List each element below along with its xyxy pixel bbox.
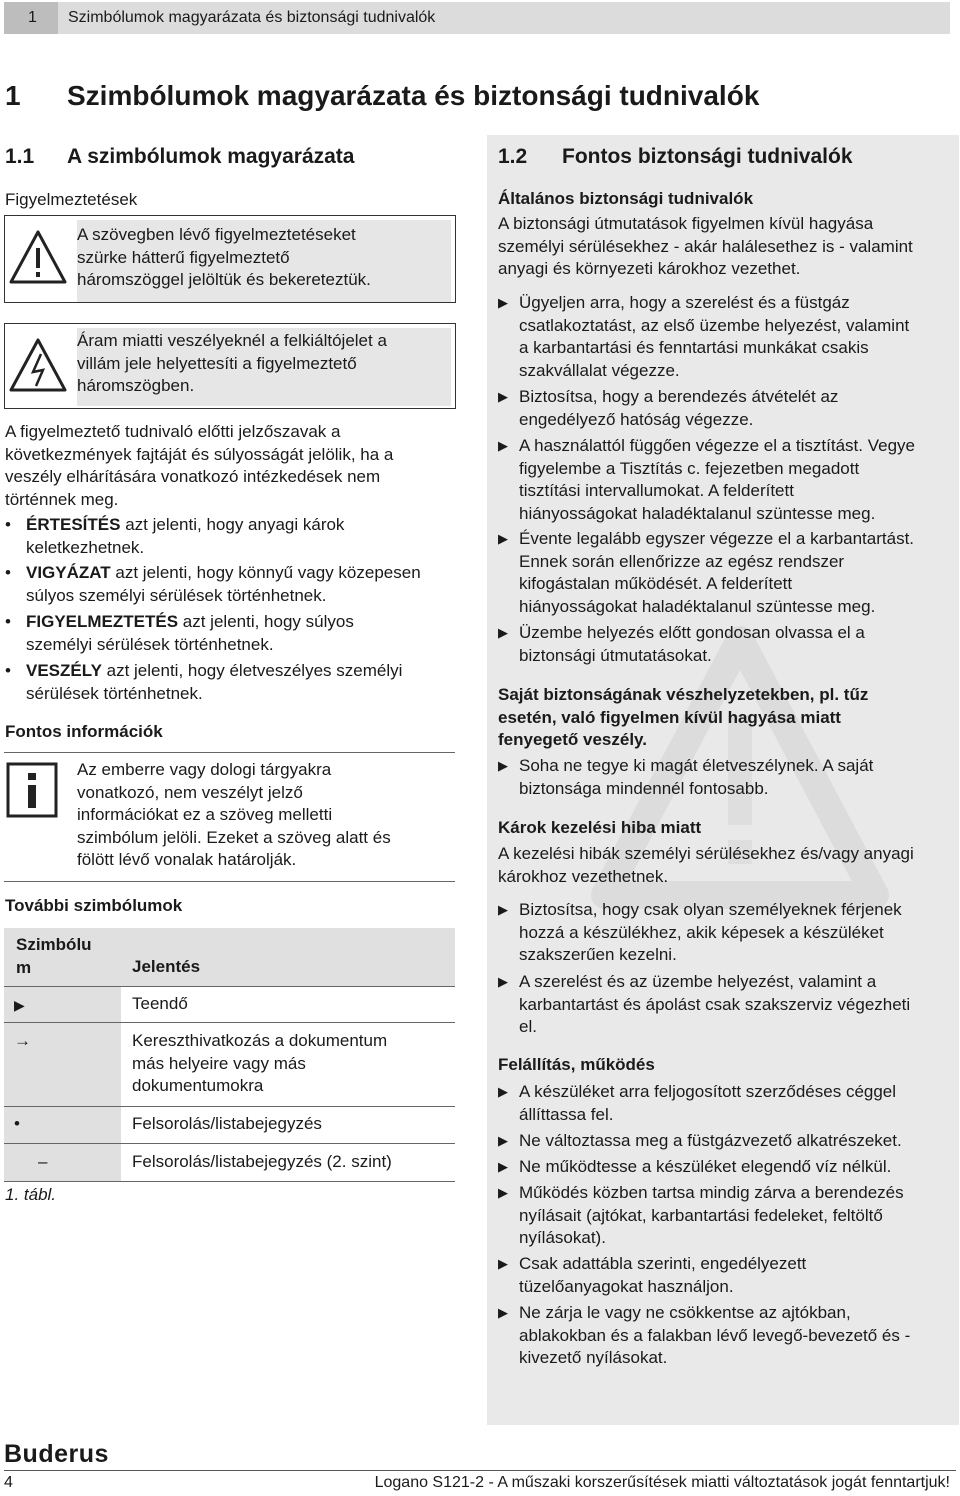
right-section-number: 1.2 [498, 145, 528, 168]
right-section-title: Fontos biztonsági tudnivalók [562, 145, 853, 168]
list-item: ▶ Biztosítsa, hogy a berendezés átvételét az engedélyező hatóság végezze. [498, 387, 839, 429]
page-number: 4 [4, 1474, 13, 1491]
setup-heading: Felállítás, működés [498, 1055, 655, 1074]
list-item: ▶ A szerelést és az üzembe helyezést, valamint a karbantartást és ápolást csak szakszerviz végezheti el. [498, 972, 911, 1036]
action-icon: ▶ [498, 438, 508, 453]
damage-heading: Károk kezelési hiba miatt [498, 818, 702, 837]
list-item: ▶ Ne zárja le vagy ne csökkentse az ajtókban, ablakokban és a falakban lévő levegő-bevezető és - kivezető nyílásokat. [498, 1303, 911, 1367]
list-item: ▶ Működés közben tartsa mindig zárva a berendezés nyílásait (ajtókat, karbantartási fedeleket, feltöltő nyílásokat). [498, 1183, 904, 1247]
section-number: 1.1 [5, 145, 35, 168]
list-item: • VIGYÁZAT azt jelenti, hogy könnyű vagy közepesen súlyos személyi sérülések történhetnek. [5, 563, 421, 605]
action-icon: ▶ [498, 531, 508, 546]
info-icon [6, 762, 58, 818]
footer-text: Logano S121-2 - A műszaki korszerűsítések miatti változtatások jogát fenntartjuk! [374, 1474, 950, 1491]
signal-words-paragraph: A figyelmeztető tudnivaló előtti jelzőszavak a következmények fajtáját és súlyosságát jelölik, ha a veszély elhárítására vonatkozó intézkedések nem történnek meg. [5, 422, 394, 509]
more-symbols-heading: További szimbólumok [5, 896, 183, 915]
info-top-rule [4, 752, 455, 753]
dash-icon: – [38, 1152, 48, 1171]
list-item: ▶ A készüléket arra feljogosított szerződéses céggel állíttassa fel. [498, 1082, 897, 1124]
action-icon: ▶ [498, 902, 508, 917]
list-item: ▶ Ne működtesse a készüléket elegendő víz nélkül. [498, 1156, 948, 1179]
warning-triangle-icon [5, 216, 71, 302]
footer-rule [4, 1470, 956, 1471]
info-text: Az emberre vagy dologi tárgyakra vonatkozó, nem veszélyt jelző információkat ez a szöveg melletti szimbólum jelöli. Ezeket a szöveg alatt és fölött lévő vonalak határolják. [77, 760, 391, 869]
list-item: ▶ Csak adattábla szerinti, engedélyezett tüzelőanyagokat használjon. [498, 1254, 807, 1296]
chapter-title: Szimbólumok magyarázata és biztonsági tudnivalók [67, 80, 760, 111]
bullet-icon: • [14, 1114, 20, 1133]
action-icon: ▶ [498, 625, 508, 640]
action-icon: ▶ [14, 997, 25, 1013]
emergency-heading: Saját biztonságának vészhelyzetekben, pl. tűz esetén, való figyelmen kívül hagyása miatt fenyegető veszély. [498, 685, 869, 749]
action-icon: ▶ [498, 295, 508, 310]
list-item: • ÉRTESÍTÉS azt jelenti, hogy anyagi károk keletkezhetnek. [5, 515, 345, 557]
general-heading: Általános biztonsági tudnivalók [498, 189, 754, 208]
list-item: ▶ Üzembe helyezés előtt gondosan olvassa el a biztonsági útmutatásokat. [498, 623, 865, 665]
action-icon: ▶ [498, 1185, 508, 1200]
section-title: A szimbólumok magyarázata [67, 145, 355, 168]
chapter-number: 1 [5, 80, 21, 111]
table-cell: Felsorolás/listabejegyzés [132, 1114, 322, 1133]
warnings-heading: Figyelmeztetések [5, 190, 138, 209]
list-item: ▶ Évente legalább egyszer végezze el a karbantartást. Ennek során ellenőrizze az egész rendszer kifogástalan működését. A felderített hiányosságokat haladéktalanul szüntesse meg. [498, 529, 915, 616]
table-rule [4, 1022, 455, 1023]
warning-box-general: A szövegben lévő figyelmeztetéseket szürke hátterű figyelmeztető háromszöggel jelöltük és bekereteztük. [4, 215, 456, 303]
header-chapter-title: Szimbólumok magyarázata és biztonsági tudnivalók [68, 9, 436, 26]
warning-box-electric: Áram miatti veszélyeknél a felkiáltójelet a villám jele helyettesíti a figyelmeztető háromszögben. [4, 323, 456, 409]
table-cell: Kereszthivatkozás a dokumentum más helyeire vagy más dokumentumokra [132, 1031, 388, 1095]
table-header-meaning: Jelentés [132, 957, 201, 976]
list-item: ▶ Soha ne tegye ki magát életveszélynek. A saját biztonsága mindennél fontosabb. [498, 756, 874, 798]
action-icon: ▶ [498, 1256, 508, 1271]
table-cell: Teendő [132, 994, 188, 1013]
damage-text: A kezelési hibák személyi sérülésekhez és/vagy anyagi károkhoz vezethetnek. [498, 844, 914, 886]
brand-logo: Buderus [4, 1440, 109, 1468]
action-icon: ▶ [498, 389, 508, 404]
table-header-symbol: Szimbólu m [16, 935, 92, 977]
table-rule [4, 1143, 455, 1144]
action-icon: ▶ [498, 1159, 508, 1174]
action-icon: ▶ [498, 1084, 508, 1099]
list-item: ▶ Biztosítsa, hogy csak olyan személyeknek férjenek hozzá a készülékhez, akik képesek a készüléket szakszerűen kezelni. [498, 900, 902, 964]
header-chapter-number: 1 [4, 2, 58, 34]
list-item: • VESZÉLY azt jelenti, hogy életveszélyes személyi sérülések történhetnek. [5, 661, 403, 703]
list-item: ▶ Ne változtassa meg a füstgázvezető alkatrészeket. [498, 1130, 948, 1153]
table-caption: 1. tábl. [5, 1185, 57, 1204]
arrow-right-icon: → [14, 1031, 31, 1050]
info-heading: Fontos információk [5, 722, 163, 741]
list-item: ▶ Ügyeljen arra, hogy a szerelést és a füstgáz csatlakoztatást, az első üzembe helyezést, valamint a karbantartási és fenntartási munkákat csakis szakvállalat végezze. [498, 293, 910, 380]
list-item: • FIGYELMEZTETÉS azt jelenti, hogy súlyos személyi sérülések történhetnek. [5, 612, 354, 654]
info-bottom-rule [4, 881, 455, 882]
action-icon: ▶ [498, 758, 508, 773]
action-icon: ▶ [498, 974, 508, 989]
action-icon: ▶ [498, 1305, 508, 1320]
electric-warning-icon [5, 324, 71, 408]
list-item: ▶ A használattól függően végezze el a tisztítást. Vegye figyelembe a Tisztítás c. fejezetben megadott tisztítási intervallumokat. A felderített hiányosságokat haladéktalanul szüntesse meg. [498, 436, 915, 523]
action-icon: ▶ [498, 1133, 508, 1148]
general-text: A biztonsági útmutatások figyelmen kívül hagyása személyi sérülésekhez - akár halálesethez is - valamint anyagi és környezeti károkhoz vezethet. [498, 214, 913, 278]
table-rule [4, 1181, 455, 1182]
table-cell: Felsorolás/listabejegyzés (2. szint) [132, 1152, 392, 1171]
table-rule [4, 1106, 455, 1107]
